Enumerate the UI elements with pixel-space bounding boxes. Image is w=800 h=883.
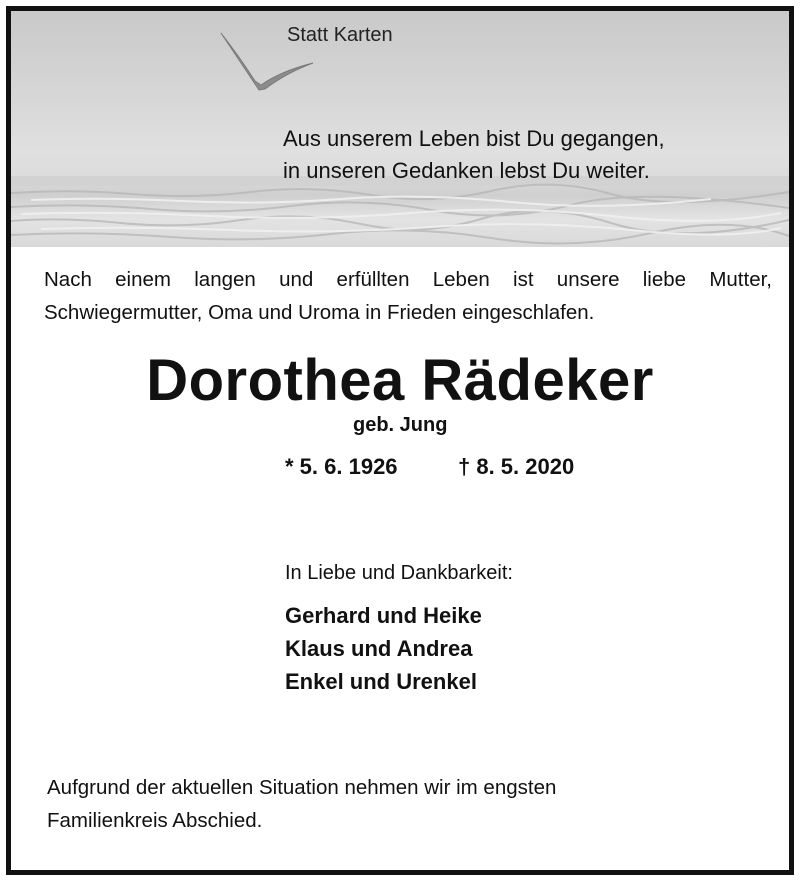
family-member: Enkel und Urenkel xyxy=(285,669,477,694)
family-member: Klaus und Andrea xyxy=(285,636,473,661)
quote-line: in unseren Gedanken lebst Du weiter. xyxy=(283,158,650,183)
header-note: Statt Karten xyxy=(287,24,393,46)
intro-text: Nach einem langen und erfüllten Leben ist unsere liebe Mutter, Schwiegermutter, Oma und Uroma in Frieden eingeschlafen. xyxy=(44,268,772,324)
deceased-name: Dorothea Rädeker xyxy=(146,348,654,413)
family-member: Gerhard und Heike xyxy=(285,603,482,628)
family-signatures xyxy=(285,599,482,698)
birth-date: * 5. 6. 1926 xyxy=(285,454,398,479)
closing-line: Aufgrund der aktuellen Situation nehmen wir im engsten xyxy=(47,776,557,799)
closing-line: Familienkreis Abschied. xyxy=(47,809,263,832)
death-date: † 8. 5. 2020 xyxy=(458,454,575,479)
memorial-quote xyxy=(283,123,665,187)
dedication-text: In Liebe und Dankbarkeit: xyxy=(285,562,513,584)
maiden-name: geb. Jung xyxy=(353,414,448,436)
closing-text xyxy=(47,771,556,837)
quote-line: Aus unserem Leben bist Du gegangen, xyxy=(283,126,665,151)
obituary-notice xyxy=(6,6,794,875)
